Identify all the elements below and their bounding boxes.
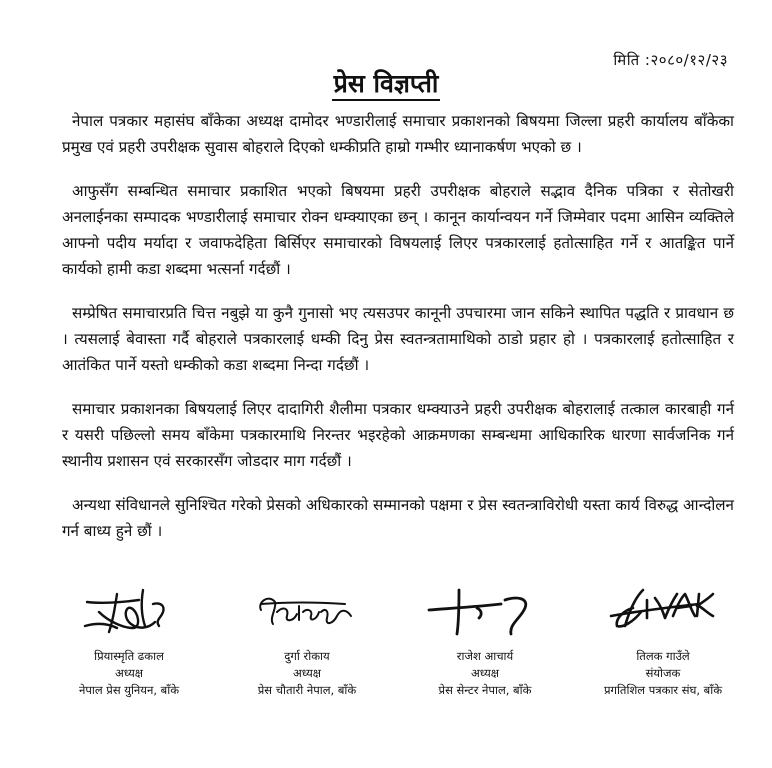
signatory-name: दुर्गा रोकाय xyxy=(284,649,330,663)
signatory-block xyxy=(396,582,574,699)
signatories xyxy=(40,582,752,699)
signatory-organization: नेपाल प्रेस युनियन, बाँके xyxy=(78,683,180,697)
date-label: मिति :२०८०/१२/२३ xyxy=(613,51,728,69)
signature-image xyxy=(247,582,367,642)
signatory-block xyxy=(40,582,218,699)
paragraph: नेपाल पत्रकार महासंघ बाँकेका अध्यक्ष दामोदर भण्डारीलाई समाचार प्रकाशनको बिषयमा जिल्ला प्रहरी कार्यालय बाँकेका प्रमुख एवं प्रहरी उपरीक्षक सुवास बोहराले दिएको धम्कीप्रति हाम्रो गम्भीर ध्यानाकर्षण भएको छ । xyxy=(62,112,734,156)
signatory-position: संयोजक xyxy=(645,666,681,680)
paragraph: आफुसँग सम्बन्धित समाचार प्रकाशित भएको बिषयमा प्रहरी उपरीक्षक बोहराले सद्भाव दैनिक पत्रिका र सेतोखरी अनलाईनका सम्पादक भण्डारीलाई समाचार रोक्न धम्क्याएका छन् । कानून कार्यान्वयन गर्ने जिम्मेवार पदमा आसिन व्यक्तिले आफ्नो पदीय मर्यादा र जवाफदेहिता बिर्सिएर समाचारको विषयलाई लिएर पत्रकारलाई हतोत्साहित गर्ने र आतङ्कित पार्ने कार्यको हामी कडा शब्दमा भत्सर्ना गर्दछौं । xyxy=(62,182,734,278)
signatory-block xyxy=(574,582,752,699)
signatory-position: अध्यक्ष xyxy=(114,666,144,680)
paragraph: अन्यथा संविधानले सुनिश्चित गरेको प्रेसको अधिकारको सम्मानको पक्षमा र प्रेस स्वतन्त्राविरोधी यस्ता कार्य विरुद्ध आन्दोलन गर्न बाध्य हुने छौं । xyxy=(62,496,734,540)
signatory-name: प्रियास्मृति ढकाल xyxy=(94,649,164,663)
signatory-position: अध्यक्ष xyxy=(292,666,322,680)
document-title-text: प्रेस विज्ञप्ती xyxy=(332,69,441,101)
signatory-name: तिलक गाउँले xyxy=(636,649,690,663)
signatory-name: राजेश आचार्य xyxy=(456,649,514,663)
signature-image xyxy=(425,582,545,642)
press-release-body xyxy=(62,108,734,562)
signatory-organization: प्रेस सेन्टर नेपाल, बाँके xyxy=(438,683,532,697)
signatory-position: अध्यक्ष xyxy=(470,666,500,680)
document-title xyxy=(0,66,772,100)
signatory-organization: प्रेस चौतारी नेपाल, बाँके xyxy=(257,683,357,697)
paragraph: समाचार प्रकाशनका बिषयलाई लिएर दादागिरी शैलीमा पत्रकार धम्क्याउने प्रहरी उपरीक्षक बोहरालाई तत्काल कारबाही गर्न र यसरी पछिल्लो समय बाँकेमा पत्रकारमाथि निरन्तर भइरहेको आक्रमणका सम्बन्धमा आधिकारिक धारणा सार्वजनिक गर्न स्थानीय प्रशासन एवं सरकारसँग जोडदार माग गर्दछौं । xyxy=(62,400,734,470)
signature-image xyxy=(69,582,189,642)
signatory-block xyxy=(218,582,396,699)
signatory-organization: प्रगतिशिल पत्रकार संघ, बाँके xyxy=(603,683,723,697)
paragraph: सम्प्रेषित समाचारप्रति चित्त नबुझे या कुनै गुनासो भए त्यसउपर कानूनी उपचारमा जान सकिने स्थापित पद्धति र प्रावधान छ । त्यसलाई बेवास्ता गर्दै बोहराले पत्रकारलाई धम्की दिनु प्रेस स्वतन्त्रतामाथिको ठाडो प्रहार हो । पत्रकारलाई हतोत्साहित र आतंकित पार्ने यस्तो धम्कीको कडा शब्दमा निन्दा गर्दछौं । xyxy=(62,304,734,374)
signature-image xyxy=(603,582,723,642)
